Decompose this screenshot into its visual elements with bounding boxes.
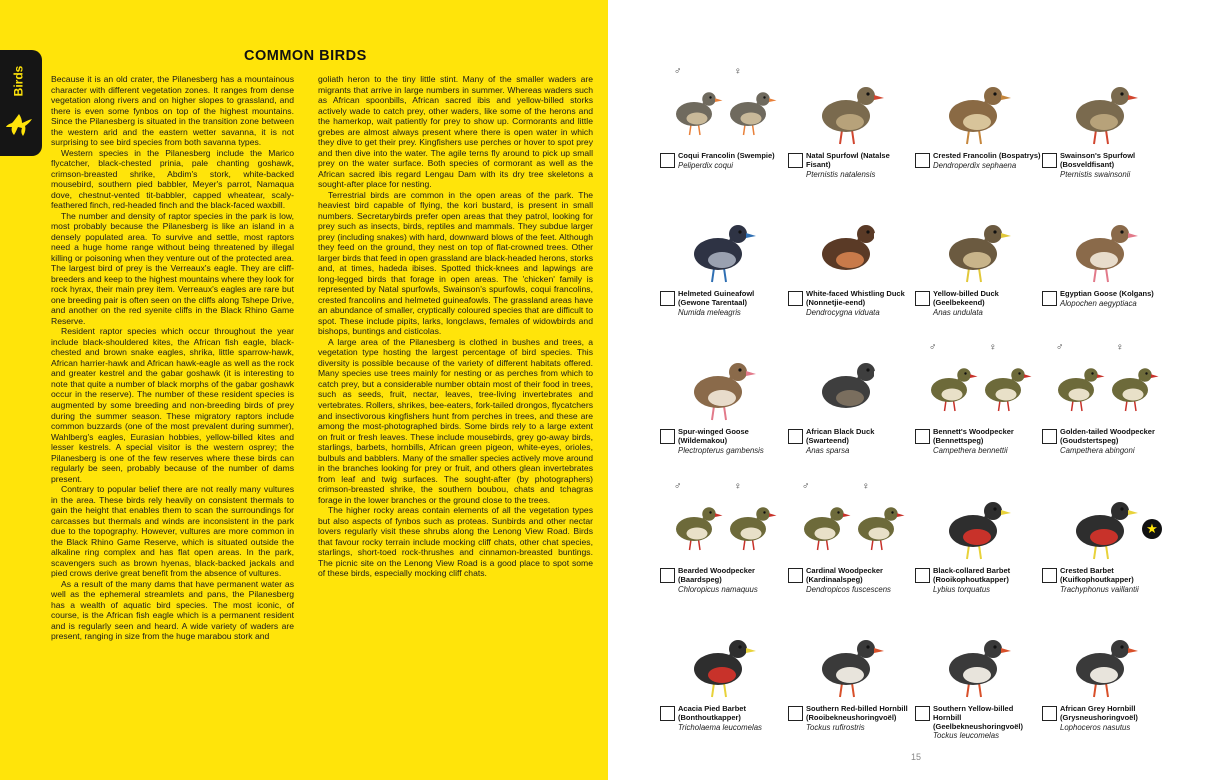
paragraph: As a result of the many dams that have permanent water as well as the ephemeral streamlets and pans, the Pilanesberg has a wealth of aquatic bird species. The most iconic, of course, is the African fish eagle which is a permanent resident and is regularly seen and heard. A wide variety of waders are present, ranging in size from the huge marabou stork and [51, 578, 294, 642]
paragraph: The higher rocky areas contain elements of all the vegetation types but also aspects of fynbos such as proteas. Sunbirds and other nectar lovers regularly visit these shrubs along the Lenong View Road. Birds that favour rocky terrain include mocking cliff chats, other chat species, starlings, short-toed rock-thrushes and cinnamon-breasted buntings. The picnic site on the Lenong View Road is a good place to spot some of these birds, especially mocking cliff chats. [318, 505, 593, 579]
checklist-checkbox[interactable] [915, 291, 930, 306]
bird-silhouette-icon [4, 110, 34, 140]
section-tab-label: Birds [11, 65, 25, 97]
bird-scientific-name: Lybius torquatus [933, 584, 991, 594]
right-page [608, 0, 1219, 780]
section-tab[interactable] [0, 50, 42, 156]
male-symbol: ♂ [1056, 342, 1064, 353]
bird-scientific-name: Peliperdix coqui [678, 160, 734, 170]
bird-card [660, 62, 784, 190]
bird-card [788, 200, 912, 328]
goose-icon [660, 338, 784, 426]
male-symbol: ♂ [929, 342, 937, 353]
bird-name-block [678, 705, 788, 732]
male-symbol: ♂ [674, 481, 682, 492]
bird-common-name: Yellow-billed Duck (Geelbekeend) [933, 289, 999, 307]
checklist-checkbox[interactable] [1042, 706, 1057, 721]
paragraph: Resident raptor species which occur throughout the year include black-shouldered kites, the African fish eagle, black-chested and brown snake eagles, shrika, little sparrow-hawk, African harrier-hawk and African hawk-eagle as well as the rock and greater kestrel and the gabar goshawk (it is interesting to note that quite a number of black morphs of the gabar goshawk occur in the reserve). The number of these resident species is augmented by some breeding and non-breeding birds of prey during the summer season. These migratory raptors include common buzzards (one of the most prevalent during summer), Wahlberg's eagles, Eurasian hobbies, yellow-billed kites and lesser kestrels. A special visitor is the western osprey; the Pilanesberg is one of the few reserves where these birds can regularly be seen, probably because of the number of dams present. [51, 326, 294, 484]
bird-name-block [933, 290, 1043, 317]
bird-scientific-name: Dendropicos fuscescens [806, 584, 891, 594]
checklist-checkbox[interactable] [788, 291, 803, 306]
bird-common-name: African Black Duck (Swarteend) [806, 427, 875, 445]
goose-icon [1042, 200, 1166, 288]
female-symbol: ♀ [734, 481, 742, 492]
bird-common-name: Crested Francolin (Bospatrys) [933, 151, 1041, 160]
bird-common-name: Spur-winged Goose (Wildemakou) [678, 427, 749, 445]
bird-scientific-name: Tockus leucomelas [933, 731, 1000, 741]
paragraph: Because it is an old crater, the Pilanesberg has a mountainous character with different vegetation zones. It ranges from dense vegetation along rivers and on higher slopes to grassland, and there is even some fynbos on top of the highest mountains. Since the Pilanesberg is situated in the transition zone between the western arid and the eastern wetter savanna, it is not surprising to see bird species from both savanna types. [51, 74, 294, 148]
bird-card [915, 615, 1039, 743]
bird-card [1042, 200, 1166, 328]
bird-common-name: White-faced Whistling Duck (Nonnetjie-eend) [806, 289, 905, 307]
bird-name-block [678, 428, 788, 455]
bird-scientific-name: Numida meleagris [678, 307, 741, 317]
paragraph: Western species in the Pilanesberg include the Marico flycatcher, black-chested prinia, pale chanting goshawk, crimson-breasted shrike, Abdim's stork, white-backed mousebird, southern pied babbler, Meyer's parrot, Namaqua dove, chestnut-vented tit-babbler, capped wheatear, scaly-feathered finch, red-headed finch and the black-faced waxbill. [51, 147, 294, 211]
bird-name-block [678, 152, 788, 170]
bird-card [660, 615, 784, 743]
checklist-checkbox[interactable] [660, 429, 675, 444]
bird-card [788, 338, 912, 466]
guineafowl-icon [660, 200, 784, 288]
bird-card [660, 477, 784, 605]
barbet-icon [915, 477, 1039, 565]
bird-common-name: Natal Spurfowl (Natalse Fisant) [806, 151, 890, 169]
checklist-checkbox[interactable] [1042, 568, 1057, 583]
bird-scientific-name: Chloropicus namaquus [678, 584, 758, 594]
hornbill-icon [1042, 615, 1166, 703]
bird-common-name: Egyptian Goose (Kolgans) [1060, 289, 1154, 298]
bird-scientific-name: Tockus rufirostris [806, 722, 865, 732]
male-symbol: ♂ [802, 481, 810, 492]
paragraph: Terrestrial birds are common in the open areas of the park. The heaviest bird capable of flying, the kori bustard, is present in small numbers. Secretarybirds prefer open areas that they patrol, looking for prey such as insects, birds, reptiles and mammals. They subdue larger prey (including snakes) with hard, downward blows of the feet. Although they feed on the ground, they nest on top of flat-crowned trees. Other larger birds that feed in open grassland are black-headed herons, storks and, at times, hadeda ibises. Spotted thick-knees and lapwings are long-legged birds that forage in open areas. The 'chicken' family is represented by Natal spurfowls, Swainson's spurfowls, coqui francolins, crested francolins and helmeted guineafowls. The grassland areas have an abundance of smaller, cryptically coloured species that are difficult to spot. These include pipits, larks, longclaws, females of widowbirds and bishops, buntings and cisticolas. [318, 189, 593, 337]
whistling-duck-icon [788, 200, 912, 288]
bird-scientific-name: Campethera bennettii [933, 445, 1008, 455]
bird-name-block [933, 705, 1043, 740]
bird-card [915, 200, 1039, 328]
page-number: 15 [911, 752, 922, 762]
spurfowl-icon [788, 62, 912, 150]
francolin-icon [915, 62, 1039, 150]
paragraph: A large area of the Pilanesberg is clothed in bushes and trees, a vegetation type hosting the largest percentage of bird species. This diversity is possible because of the variety of different habitats offered. Many species use trees mainly for nesting or as perches from which to catch prey, but a considerable number obtain most of their food in trees, such as seeds, fruit, nectar, leaves, tree-living invertebrates and vertebrates. Rollers, shrikes, bee-eaters, fork-tailed drongos, flycatchers and insectivorous kingfishers hunt from perches in trees, and these are among the most-photographed birds. Some birds rely to a large extent on fruit or fresh leaves. These include mousebirds, grey go-away birds, starlings, barbets, hornbills, African green pigeon, white-eyes, orioles, bulbuls and babblers. Many of the smaller species actively move around in the branches looking for prey or fruit, and others glean invertebrates from leaf and twig surfaces. The sought-after (by photographers) crimson-breasted shrike, the southern boubou, chats and tchagras forage in the lower branches or the ground close to the trees. [318, 336, 593, 505]
bird-card [1042, 615, 1166, 743]
bird-card [915, 338, 1039, 466]
bird-name-block [933, 152, 1043, 170]
male-symbol: ♂ [674, 66, 682, 77]
bird-scientific-name: Dendroperdix sephaena [933, 160, 1017, 170]
bird-card [915, 62, 1039, 190]
bird-card [660, 338, 784, 466]
bird-name-block [806, 428, 916, 455]
bird-name-block [806, 705, 916, 732]
bird-scientific-name: Anas undulata [933, 307, 983, 317]
checklist-checkbox[interactable] [915, 706, 930, 721]
bird-common-name: Southern Red-billed Hornbill (Rooibekneushoringvoël) [806, 704, 908, 722]
featured-star-icon: ★ [1142, 519, 1162, 539]
checklist-checkbox[interactable] [788, 153, 803, 168]
bird-card [1042, 62, 1166, 190]
female-symbol: ♀ [734, 66, 742, 77]
bird-card [788, 615, 912, 743]
bird-name-block [1060, 705, 1170, 732]
bird-card [660, 200, 784, 328]
bird-scientific-name: Pternistis swainsonii [1060, 169, 1131, 179]
bird-scientific-name: Lophoceros nasutus [1060, 722, 1131, 732]
bird-common-name: Helmeted Guineafowl (Gewone Tarentaal) [678, 289, 755, 307]
bird-common-name: Golden-tailed Woodpecker (Goudstertspeg) [1060, 427, 1155, 445]
bird-common-name: Southern Yellow-billed Hornbill (Geelbekneushoringvoël) [933, 704, 1024, 731]
paragraph: Contrary to popular belief there are not really many vultures in the area. These birds rely heavily on consistent thermals to gain the height that enables them to scan the surroundings for carcasses but thermals and winds are inconsistent in the park due to the topography. However, vultures are more common in the Black Rhino Game Reserve, which is situated outside the alkaline ring complex and has flat open areas. In the park, scavengers such as brown hyenas, black-backed jackals and pied crows derive great benefit from the absence of vultures. [51, 484, 294, 579]
bird-scientific-name: Trachyphonus vaillantii [1060, 584, 1139, 594]
spurfowl-icon [1042, 62, 1166, 150]
bird-common-name: Bearded Woodpecker (Baardspeg) [678, 566, 755, 584]
bird-common-name: Crested Barbet (Kuifkophoutkapper) [1060, 566, 1134, 584]
swimming-duck-icon [788, 338, 912, 426]
text-column-left [51, 74, 294, 642]
bird-name-block [678, 290, 788, 317]
bird-card [915, 477, 1039, 605]
bird-scientific-name: Anas sparsa [806, 445, 850, 455]
text-column-right [318, 74, 593, 579]
bird-name-block [806, 567, 916, 594]
bird-name-block [1060, 428, 1170, 455]
duck-icon [915, 200, 1039, 288]
checklist-checkbox[interactable] [915, 568, 930, 583]
left-page [0, 0, 608, 780]
female-symbol: ♀ [862, 481, 870, 492]
bird-scientific-name: Plectropterus gambensis [678, 445, 764, 455]
bird-scientific-name: Alopochen aegyptiaca [1060, 298, 1137, 308]
checklist-checkbox[interactable] [915, 153, 930, 168]
barbet-icon [660, 615, 784, 703]
bird-name-block [678, 567, 788, 594]
hornbill-icon [915, 615, 1039, 703]
bird-card [1042, 338, 1166, 466]
bird-name-block [806, 290, 916, 317]
bird-name-block [806, 152, 916, 179]
female-symbol: ♀ [989, 342, 997, 353]
bird-common-name: Cardinal Woodpecker (Kardinaalspeg) [806, 566, 883, 584]
bird-name-block [933, 567, 1043, 594]
hornbill-icon [788, 615, 912, 703]
paragraph: goliath heron to the tiny little stint. Many of the smaller waders are migrants that arrive in large numbers in summer. Whereas waders such as African spoonbills, African sacred ibis and yellow-billed storks actively wade to catch prey, other waders, like some of the herons and the hamerkop, wait patiently for prey to show up. Cormorants and little grebes are almost always present where there is open water in which they dive to get their prey. Kingfishers use perches or hover to spot prey and then dive into the water. The agile terns fly around to pick up small prey on the water surface. Both species of cormorant as well as the African sacred ibis regard Lengau Dam with its dry tree skeletons a sought-after place for nesting. [318, 74, 593, 190]
checklist-checkbox[interactable] [660, 706, 675, 721]
checklist-checkbox[interactable] [788, 568, 803, 583]
bird-common-name: Bennett's Woodpecker (Bennettspeg) [933, 427, 1014, 445]
bird-common-name: Black-collared Barbet (Rooikophoutkapper) [933, 566, 1011, 584]
bird-name-block [1060, 567, 1170, 594]
bird-common-name: Acacia Pied Barbet (Bonthoutkapper) [678, 704, 746, 722]
bird-name-block [1060, 152, 1170, 179]
bird-name-block [933, 428, 1043, 455]
bird-scientific-name: Tricholaema leucomelas [678, 722, 762, 732]
paragraph: The number and density of raptor species in the park is low, most probably because the Pilanesberg is like an island in a densely populated area. To survive and settle, most raptors need a huge home range without being threatened by illegal killing or poisoning when they venture out of the protected area. The largest bird of prey is the Verreaux's eagle. They are cliff-breeders and keep to the highest mountains where they look for rock hyrax, their main prey item. Verreaux's eagles are rare but one breeding pair is often seen on the cliffs along Tshepe Drive, and another on the red syenite cliffs in the Black Rhino Game Reserve. [51, 210, 294, 326]
checklist-checkbox[interactable] [788, 706, 803, 721]
bird-common-name: Coqui Francolin (Swempie) [678, 151, 775, 160]
bird-common-name: African Grey Hornbill (Grysneushoringvoël) [1060, 704, 1138, 722]
bird-scientific-name: Campethera abingoni [1060, 445, 1135, 455]
bird-card [788, 477, 912, 605]
checklist-checkbox[interactable] [660, 291, 675, 306]
checklist-checkbox[interactable] [915, 429, 930, 444]
checklist-checkbox[interactable] [1042, 153, 1057, 168]
bird-card [1042, 477, 1166, 605]
bird-card [788, 62, 912, 190]
female-symbol: ♀ [1116, 342, 1124, 353]
checklist-checkbox[interactable] [660, 568, 675, 583]
bird-name-block [1060, 290, 1170, 308]
checklist-checkbox[interactable] [1042, 291, 1057, 306]
checklist-checkbox[interactable] [660, 153, 675, 168]
checklist-checkbox[interactable] [1042, 429, 1057, 444]
page-title: COMMON BIRDS [244, 48, 367, 64]
bird-scientific-name: Dendrocygna viduata [806, 307, 880, 317]
bird-scientific-name: Pternistis natalensis [806, 169, 876, 179]
checklist-checkbox[interactable] [788, 429, 803, 444]
bird-common-name: Swainson's Spurfowl (Bosveldfisant) [1060, 151, 1136, 169]
